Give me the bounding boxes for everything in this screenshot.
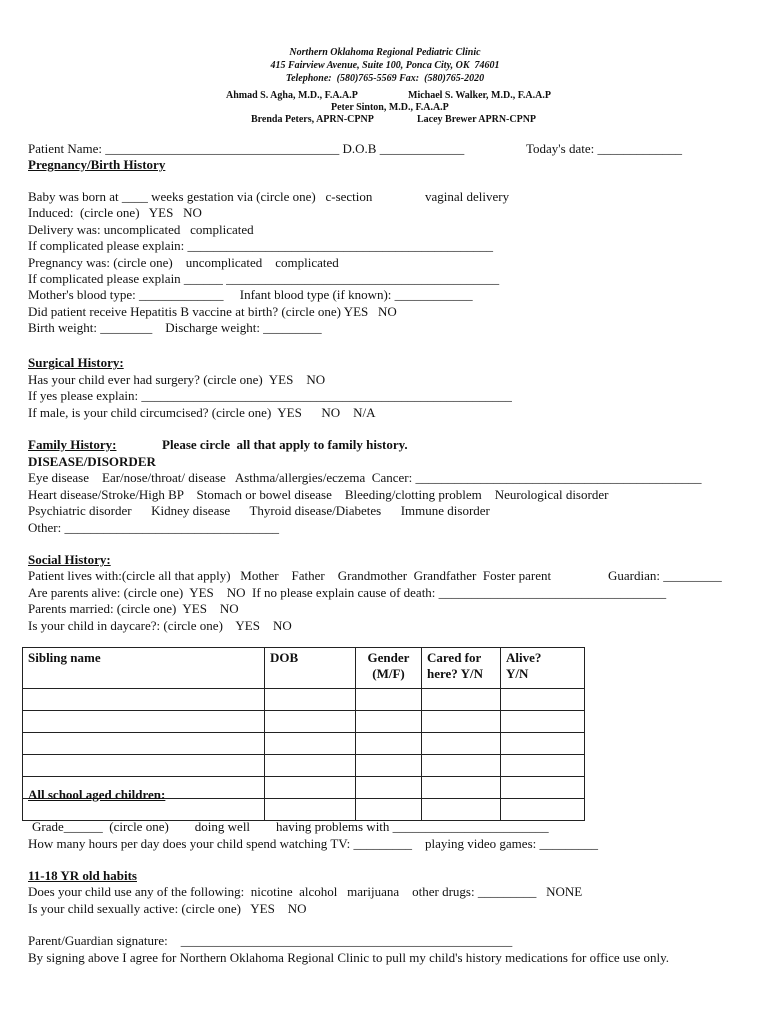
- sibling-cell[interactable]: [501, 799, 585, 821]
- induced-line[interactable]: Induced: (circle one) YES NO: [28, 205, 202, 220]
- delivery-line[interactable]: Delivery was: uncomplicated complicated: [28, 222, 254, 237]
- clinic-name: Northern Oklahoma Regional Pediatric Clinic: [289, 47, 481, 58]
- sibling-cell[interactable]: [356, 711, 422, 733]
- sibling-cell[interactable]: [356, 777, 422, 799]
- parents-married-line[interactable]: Parents married: (circle one) YES NO: [28, 601, 239, 616]
- sibling-cell[interactable]: [265, 799, 356, 821]
- col-dob: DOB: [265, 648, 356, 689]
- family-row-2[interactable]: Heart disease/Stroke/High BP Stomach or bowel disease Bleeding/clotting problem Neurological disorder: [28, 487, 609, 502]
- sibling-cell[interactable]: [23, 689, 265, 711]
- family-row-1[interactable]: Eye disease Ear/nose/throat/ disease Asthma/allergies/eczema Cancer: ____________________________________________: [28, 470, 702, 485]
- sibling-cell[interactable]: [422, 799, 501, 821]
- blood-type-line[interactable]: Mother's blood type: _____________ Infant blood type (if known): ____________: [28, 287, 473, 302]
- sibling-cell[interactable]: [422, 689, 501, 711]
- sibling-cell[interactable]: [265, 689, 356, 711]
- doctor-agha: Ahmad S. Agha, M.D., F.A.A.P: [226, 90, 358, 101]
- sibling-cell[interactable]: [265, 777, 356, 799]
- parents-alive-line[interactable]: Are parents alive: (circle one) YES NO If no please explain cause of death: ___________________________________: [28, 585, 667, 600]
- pregnancy-explain-field[interactable]: If complicated please explain ______ __________________________________________: [28, 271, 500, 286]
- social-heading: Social History:: [28, 552, 111, 567]
- sibling-cell[interactable]: [422, 777, 501, 799]
- birth-weight-line[interactable]: Birth weight: ________ Discharge weight: _________: [28, 320, 322, 335]
- todays-date-field[interactable]: Today's date: _____________: [526, 141, 682, 156]
- circumcised-line[interactable]: If male, is your child circumcised? (circle one) YES NO N/A: [28, 405, 376, 420]
- doctor-walker: Michael S. Walker, M.D., F.A.A.P: [408, 90, 551, 101]
- sexually-active-line[interactable]: Is your child sexually active: (circle one) YES NO: [28, 901, 307, 916]
- substances-line[interactable]: Does your child use any of the following: nicotine alcohol marijuana other drugs: _________ NONE: [28, 884, 583, 899]
- guardian-field[interactable]: Guardian: _________: [608, 568, 722, 583]
- pregnancy-heading: Pregnancy/Birth History: [28, 157, 166, 172]
- doctor-sinton: Peter Sinton, M.D., F.A.A.P: [331, 102, 449, 113]
- clinic-address: 415 Fairview Avenue, Suite 100, Ponca City, OK 74601: [270, 60, 500, 71]
- delivery-explain-field[interactable]: If complicated please explain: _______________________________________________: [28, 238, 494, 253]
- sibling-cell[interactable]: [23, 711, 265, 733]
- sibling-table-header: [23, 648, 585, 689]
- sibling-cell[interactable]: [422, 755, 501, 777]
- col-sibling-name: Sibling name: [23, 648, 265, 689]
- pregnancy-line[interactable]: Pregnancy was: (circle one) uncomplicated complicated: [28, 255, 339, 270]
- sibling-cell[interactable]: [501, 733, 585, 755]
- sibling-cell[interactable]: [501, 689, 585, 711]
- col-gender: Gender (M/F): [356, 648, 422, 689]
- family-instruction: Please circle all that apply to family history.: [162, 437, 408, 452]
- sibling-cell[interactable]: [501, 755, 585, 777]
- hep-b-line[interactable]: Did patient receive Hepatitis B vaccine at birth? (circle one) YES NO: [28, 304, 397, 319]
- sibling-cell[interactable]: [422, 711, 501, 733]
- disease-subheading: DISEASE/DISORDER: [28, 454, 156, 469]
- sibling-cell[interactable]: [356, 755, 422, 777]
- sibling-cell[interactable]: [265, 733, 356, 755]
- vaginal-delivery-option[interactable]: vaginal delivery: [425, 189, 510, 204]
- table-row: [23, 755, 585, 777]
- school-heading: All school aged children:: [28, 787, 166, 802]
- table-row: [23, 711, 585, 733]
- daycare-line[interactable]: Is your child in daycare?: (circle one) YES NO: [28, 618, 292, 633]
- table-row: [23, 689, 585, 711]
- signature-field[interactable]: Parent/Guardian signature: ___________________________________________________: [28, 933, 513, 948]
- aprn-peters: Brenda Peters, APRN-CPNP: [251, 114, 374, 125]
- col-alive: Alive? Y/N: [501, 648, 585, 689]
- lives-with-line[interactable]: Patient lives with:(circle all that apply) Mother Father Grandmother Grandfather Foster parent: [28, 568, 552, 583]
- clinic-phone: Telephone: (580)765-5569 Fax: (580)765-2020: [285, 73, 485, 84]
- sibling-cell[interactable]: [356, 689, 422, 711]
- sibling-cell[interactable]: [23, 755, 265, 777]
- table-row: [23, 733, 585, 755]
- aprn-brewer: Lacey Brewer APRN-CPNP: [417, 114, 537, 125]
- consent-statement: By signing above I agree for Northern Oklahoma Regional Clinic to pull my child's history medications for office use only.: [28, 950, 670, 965]
- surgery-explain-field[interactable]: If yes please explain: _________________________________________________________: [28, 388, 512, 403]
- sibling-cell[interactable]: [265, 755, 356, 777]
- family-heading: Family History:: [28, 437, 117, 452]
- grade-line[interactable]: Grade______ (circle one) doing well having problems with ________________________: [32, 819, 549, 834]
- sibling-cell[interactable]: [356, 799, 422, 821]
- surgery-line[interactable]: Has your child ever had surgery? (circle one) YES NO: [28, 372, 326, 387]
- tv-hours-line[interactable]: How many hours per day does your child spend watching TV: _________ playing video games: _________: [28, 836, 598, 851]
- family-other-field[interactable]: Other: _________________________________: [28, 520, 279, 535]
- patient-name-field[interactable]: Patient Name: ____________________________________ D.O.B _____________: [28, 141, 465, 156]
- teen-habits-heading: 11-18 YR old habits: [28, 868, 137, 883]
- sibling-cell[interactable]: [265, 711, 356, 733]
- sibling-cell[interactable]: [356, 733, 422, 755]
- surgical-heading: Surgical History:: [28, 355, 124, 370]
- gestation-line[interactable]: Baby was born at ____ weeks gestation via (circle one) c-section: [28, 189, 373, 204]
- col-cared-for: Cared for here? Y/N: [422, 648, 501, 689]
- family-row-3[interactable]: Psychiatric disorder Kidney disease Thyroid disease/Diabetes Immune disorder: [28, 503, 490, 518]
- sibling-cell[interactable]: [501, 777, 585, 799]
- sibling-cell[interactable]: [501, 711, 585, 733]
- sibling-cell[interactable]: [23, 733, 265, 755]
- sibling-cell[interactable]: [422, 733, 501, 755]
